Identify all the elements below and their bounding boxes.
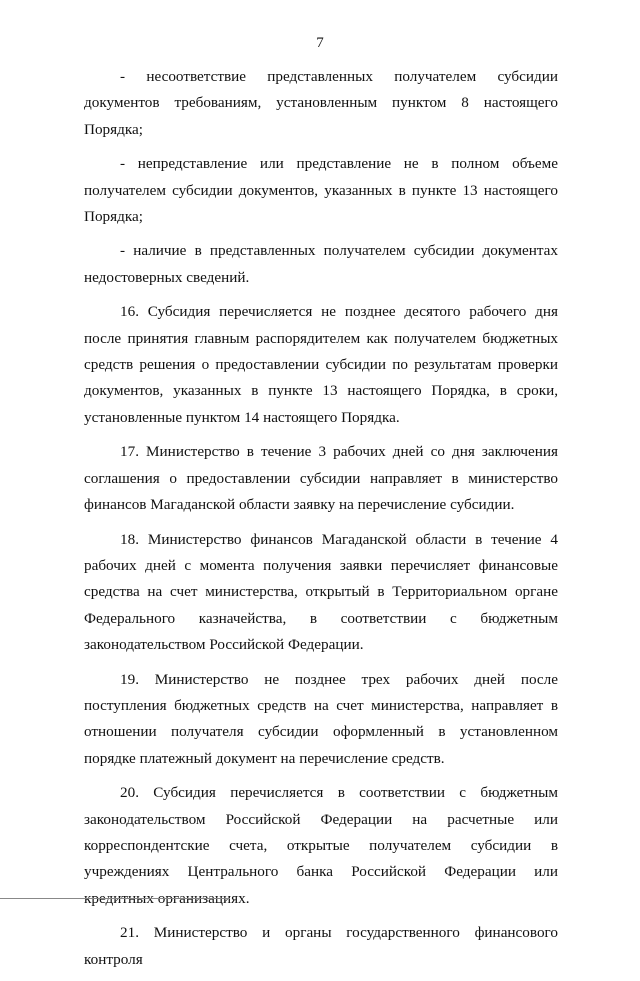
paragraph-bullet-noncompliance: - несоответствие представленных получателем субсидии документов требованиям, установленным пунктом 8 настоящего Порядка; (84, 68, 558, 138)
paragraph-bullet-nonsubmission: - непредставление или представление не в полном объеме получателем субсидии документов, указанных в пункте 13 настоящего Порядка; (84, 155, 558, 226)
paragraph-clause-17: 17. Министерство в течение 3 рабочих дней со дня заключения соглашения о предоставлении субсидии направляет в министерство финансов Магаданской области заявку на перечисление субсидии. (84, 443, 558, 514)
paragraph-clause-16: 16. Субсидия перечисляется не позднее десятого рабочего дня после принятия главным распорядителем как получателем бюджетных средств решения о предоставлении субсидии по результатам проверки документов, указанных в пункте 13 настоящего Порядка, в сроки, установленные пунктом 14 настоящего Порядка. (84, 303, 558, 426)
paragraph-clause-20: 20. Субсидия перечисляется в соответствии с бюджетным законодательством Российской Федерации на расчетные или корреспондентские счета, открытые получателем субсидии в учреждениях Центрального банка Российской Федерации или кредитных организациях. (84, 784, 558, 907)
document-body (84, 64, 558, 981)
page-number: 7 (316, 35, 324, 51)
footer-rule (0, 898, 230, 899)
paragraph-clause-21: 21. Министерство и органы государственного финансового контроля (84, 924, 558, 968)
paragraph-bullet-false-info: - наличие в представленных получателем субсидии документах недостоверных сведений. (84, 242, 558, 286)
paragraph-clause-18: 18. Министерство финансов Магаданской области в течение 4 рабочих дней с момента получения заявки перечисляет финансовые средства на счет министерства, открытый в Территориальном органе Федерального казначейства, в соответствии с бюджетным законодательством Российской Федерации. (84, 530, 558, 654)
paragraph-clause-19: 19. Министерство не позднее трех рабочих дней после поступления бюджетных средств на счет министерства, направляет в отношении получателя субсидии оформленный в установленном порядке платежный документ на перечисление средств. (84, 670, 558, 767)
